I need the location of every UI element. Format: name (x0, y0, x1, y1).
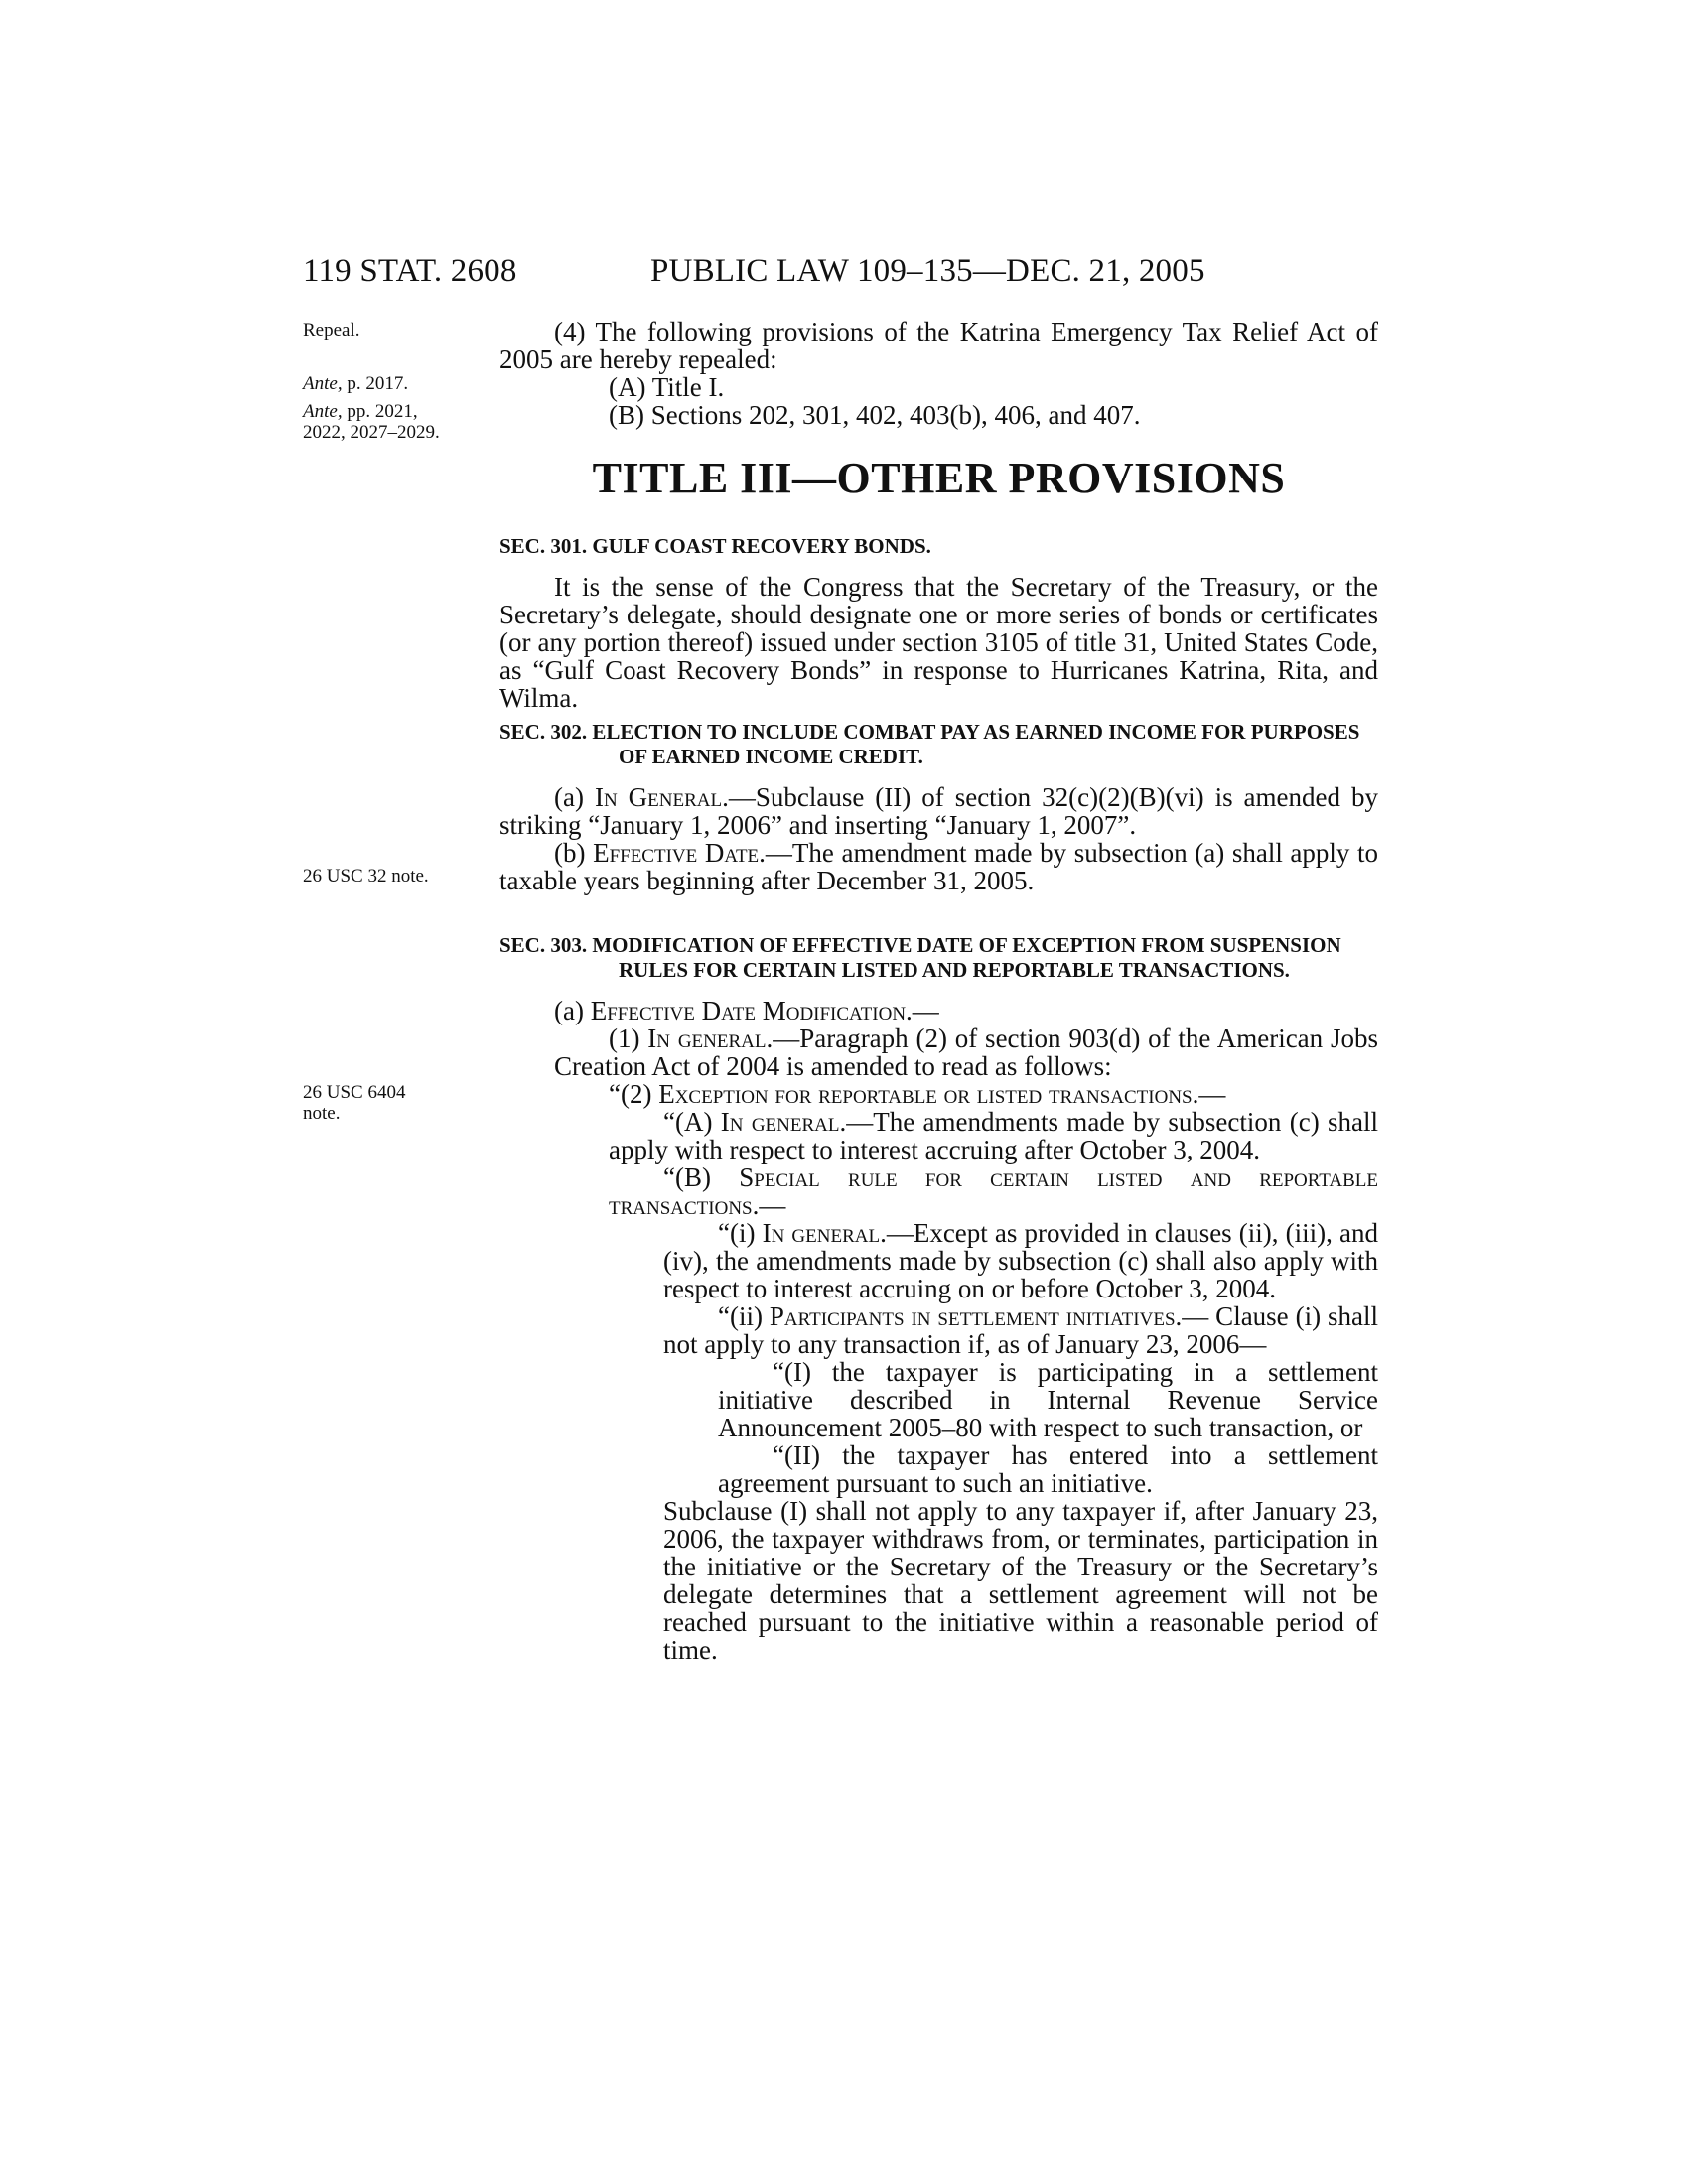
margin-note-ante-2-italic: Ante, (303, 401, 343, 422)
quoted-i-label: “(i) (718, 1218, 763, 1248)
section-302-b-text: .—The amendment made by subsection (a) shall apply to taxable years beginning after December 31, 2005. (499, 838, 1378, 895)
section-302-subsection-b (499, 839, 1378, 894)
section-303-a-dash: .— (906, 996, 939, 1025)
margin-note-ante-1-italic: Ante, (303, 373, 343, 394)
quoted-subclause-II: “(II) the taxpayer has entered into a settlement agreement pursuant to such an initiative. (718, 1440, 1378, 1498)
quoted-a-label: “(A) (663, 1107, 721, 1137)
quoted-paragraph-2 (499, 1080, 1378, 1108)
section-302-subsection-a (499, 783, 1378, 839)
section-302-b-caption: Effective Date (593, 838, 760, 868)
section-303-heading-wrap (499, 933, 1378, 983)
statute-page-number: 119 STAT. 2608 (303, 253, 517, 289)
margin-note-26-usc-6404-line2: note. (303, 1103, 341, 1124)
title-heading: TITLE III—OTHER PROVISIONS (592, 454, 1286, 502)
section-303-paragraph-1 (499, 1024, 1378, 1080)
section-302-a-label: (a) (554, 782, 595, 812)
section-303-heading: SEC. 303. MODIFICATION OF EFFECTIVE DATE OF EXCEPTION FROM SUSPENSION RULES FOR CERTAIN LISTED AND REPORTABLE TRANSACTIONS. (499, 933, 1341, 982)
quoted-ii-text: .— Clause (i) shall not apply to any transaction if, as of January 23, 2006— (663, 1301, 1378, 1359)
quoted-subparagraph-b (499, 1163, 1378, 1219)
section-302-heading-wrap (499, 720, 1378, 769)
margin-note-26-usc-6404-line1: 26 USC 6404 (303, 1082, 406, 1103)
section-303-p1-caption: In general (647, 1024, 767, 1053)
quoted-clause-ii (499, 1302, 1378, 1358)
quoted-clause-ii-tail: Subclause (I) shall not apply to any taxpayer if, after January 23, 2006, the taxpayer withdraws from, or terminates, participation in the initiative or the Secretary of the Treasury or the Secretary’s delegate determines that a settlement agreement will not be reached pursuant to the initiative within a reasonable period of time. (663, 1496, 1378, 1665)
margin-note-26-usc-32: 26 USC 32 note. (303, 866, 429, 887)
quoted-b-dash: .— (752, 1190, 786, 1220)
quoted-2-label: “(2) (609, 1079, 659, 1109)
margin-note-26-usc-6404 (303, 1082, 405, 1124)
margin-note-ante-1 (303, 373, 408, 394)
quoted-ii-caption: Participants in settlement initiatives (769, 1301, 1176, 1331)
section-301-text: It is the sense of the Congress that the Secretary of the Treasury, or the Secretary’s delegate, should designate one or more series of bonds or certificates (or any portion thereof) issued under section 3105 of title 31, United States Code, as “Gulf Coast Recovery Bonds” in response to Hurricanes Katrina, Rita, and Wilma. (499, 572, 1378, 713)
section-301 (499, 534, 1378, 712)
quoted-i-caption: In general (762, 1218, 881, 1248)
section-303-p1-label: (1) (609, 1024, 648, 1053)
repeal-paragraph-4: (4) The following provisions of the Katrina Emergency Tax Relief Act of 2005 are hereby repealed: (499, 317, 1378, 374)
quoted-2-dash: .— (1192, 1079, 1226, 1109)
quoted-ii-label: “(ii) (718, 1301, 770, 1331)
repeal-block (499, 318, 1378, 429)
repeal-item-a: (A) Title I. (609, 372, 725, 402)
section-303-a-caption: Effective Date Modification (590, 996, 907, 1025)
section-302-a-text: .—Subclause (II) of section 32(c)(2)(B)(vi) is amended by striking “January 1, 2006” and inserting “January 1, 2007”. (499, 782, 1378, 840)
quoted-subparagraph-a (499, 1108, 1378, 1163)
margin-note-repeal: Repeal. (303, 320, 360, 341)
section-302-a-caption: In General (594, 782, 723, 812)
section-303 (499, 933, 1378, 1664)
quoted-a-text: .—The amendments made by subsection (c) shall apply with respect to interest accruing after October 3, 2004. (609, 1107, 1378, 1164)
section-302 (499, 720, 1378, 894)
section-303-subsection-a (499, 997, 1378, 1024)
quoted-a-caption: In general (720, 1107, 840, 1137)
quoted-i-text: .—Except as provided in clauses (ii), (iii), and (iv), the amendments made by subsection (c) shall also apply with respect to interest accruing on or before October 3, 2004. (663, 1218, 1378, 1303)
margin-note-ante-2-text: pp. 2021, (342, 401, 418, 422)
quoted-b-label: “(B) (663, 1162, 740, 1192)
section-302-heading: SEC. 302. ELECTION TO INCLUDE COMBAT PAY AS EARNED INCOME FOR PURPOSES OF EARNED INCOME CREDIT. (499, 720, 1360, 768)
quoted-b-caption: Special rule for certain listed and reportable transactions (609, 1162, 1378, 1220)
margin-note-ante-2-line2: 2022, 2027–2029. (303, 422, 440, 443)
margin-note-ante-2 (303, 401, 440, 443)
running-header: PUBLIC LAW 109–135—DEC. 21, 2005 (650, 253, 1205, 289)
section-302-b-label: (b) (554, 838, 594, 868)
section-301-heading: SEC. 301. GULF COAST RECOVERY BONDS. (499, 534, 931, 558)
quoted-clause-i (499, 1219, 1378, 1302)
section-303-a-label: (a) (554, 996, 591, 1025)
section-303-p1-text: .—Paragraph (2) of section 903(d) of the American Jobs Creation Act of 2004 is amended to read as follows: (554, 1024, 1378, 1081)
quoted-2-caption: Exception for reportable or listed transactions (658, 1079, 1193, 1109)
margin-note-ante-1-text: p. 2017. (342, 373, 409, 394)
quoted-subclause-I: “(I) the taxpayer is participating in a settlement initiative described in Internal Revenue Service Announcement 2005–80 with respect to such transaction, or (718, 1357, 1378, 1442)
repeal-item-b: (B) Sections 202, 301, 402, 403(b), 406, and 407. (609, 400, 1141, 430)
